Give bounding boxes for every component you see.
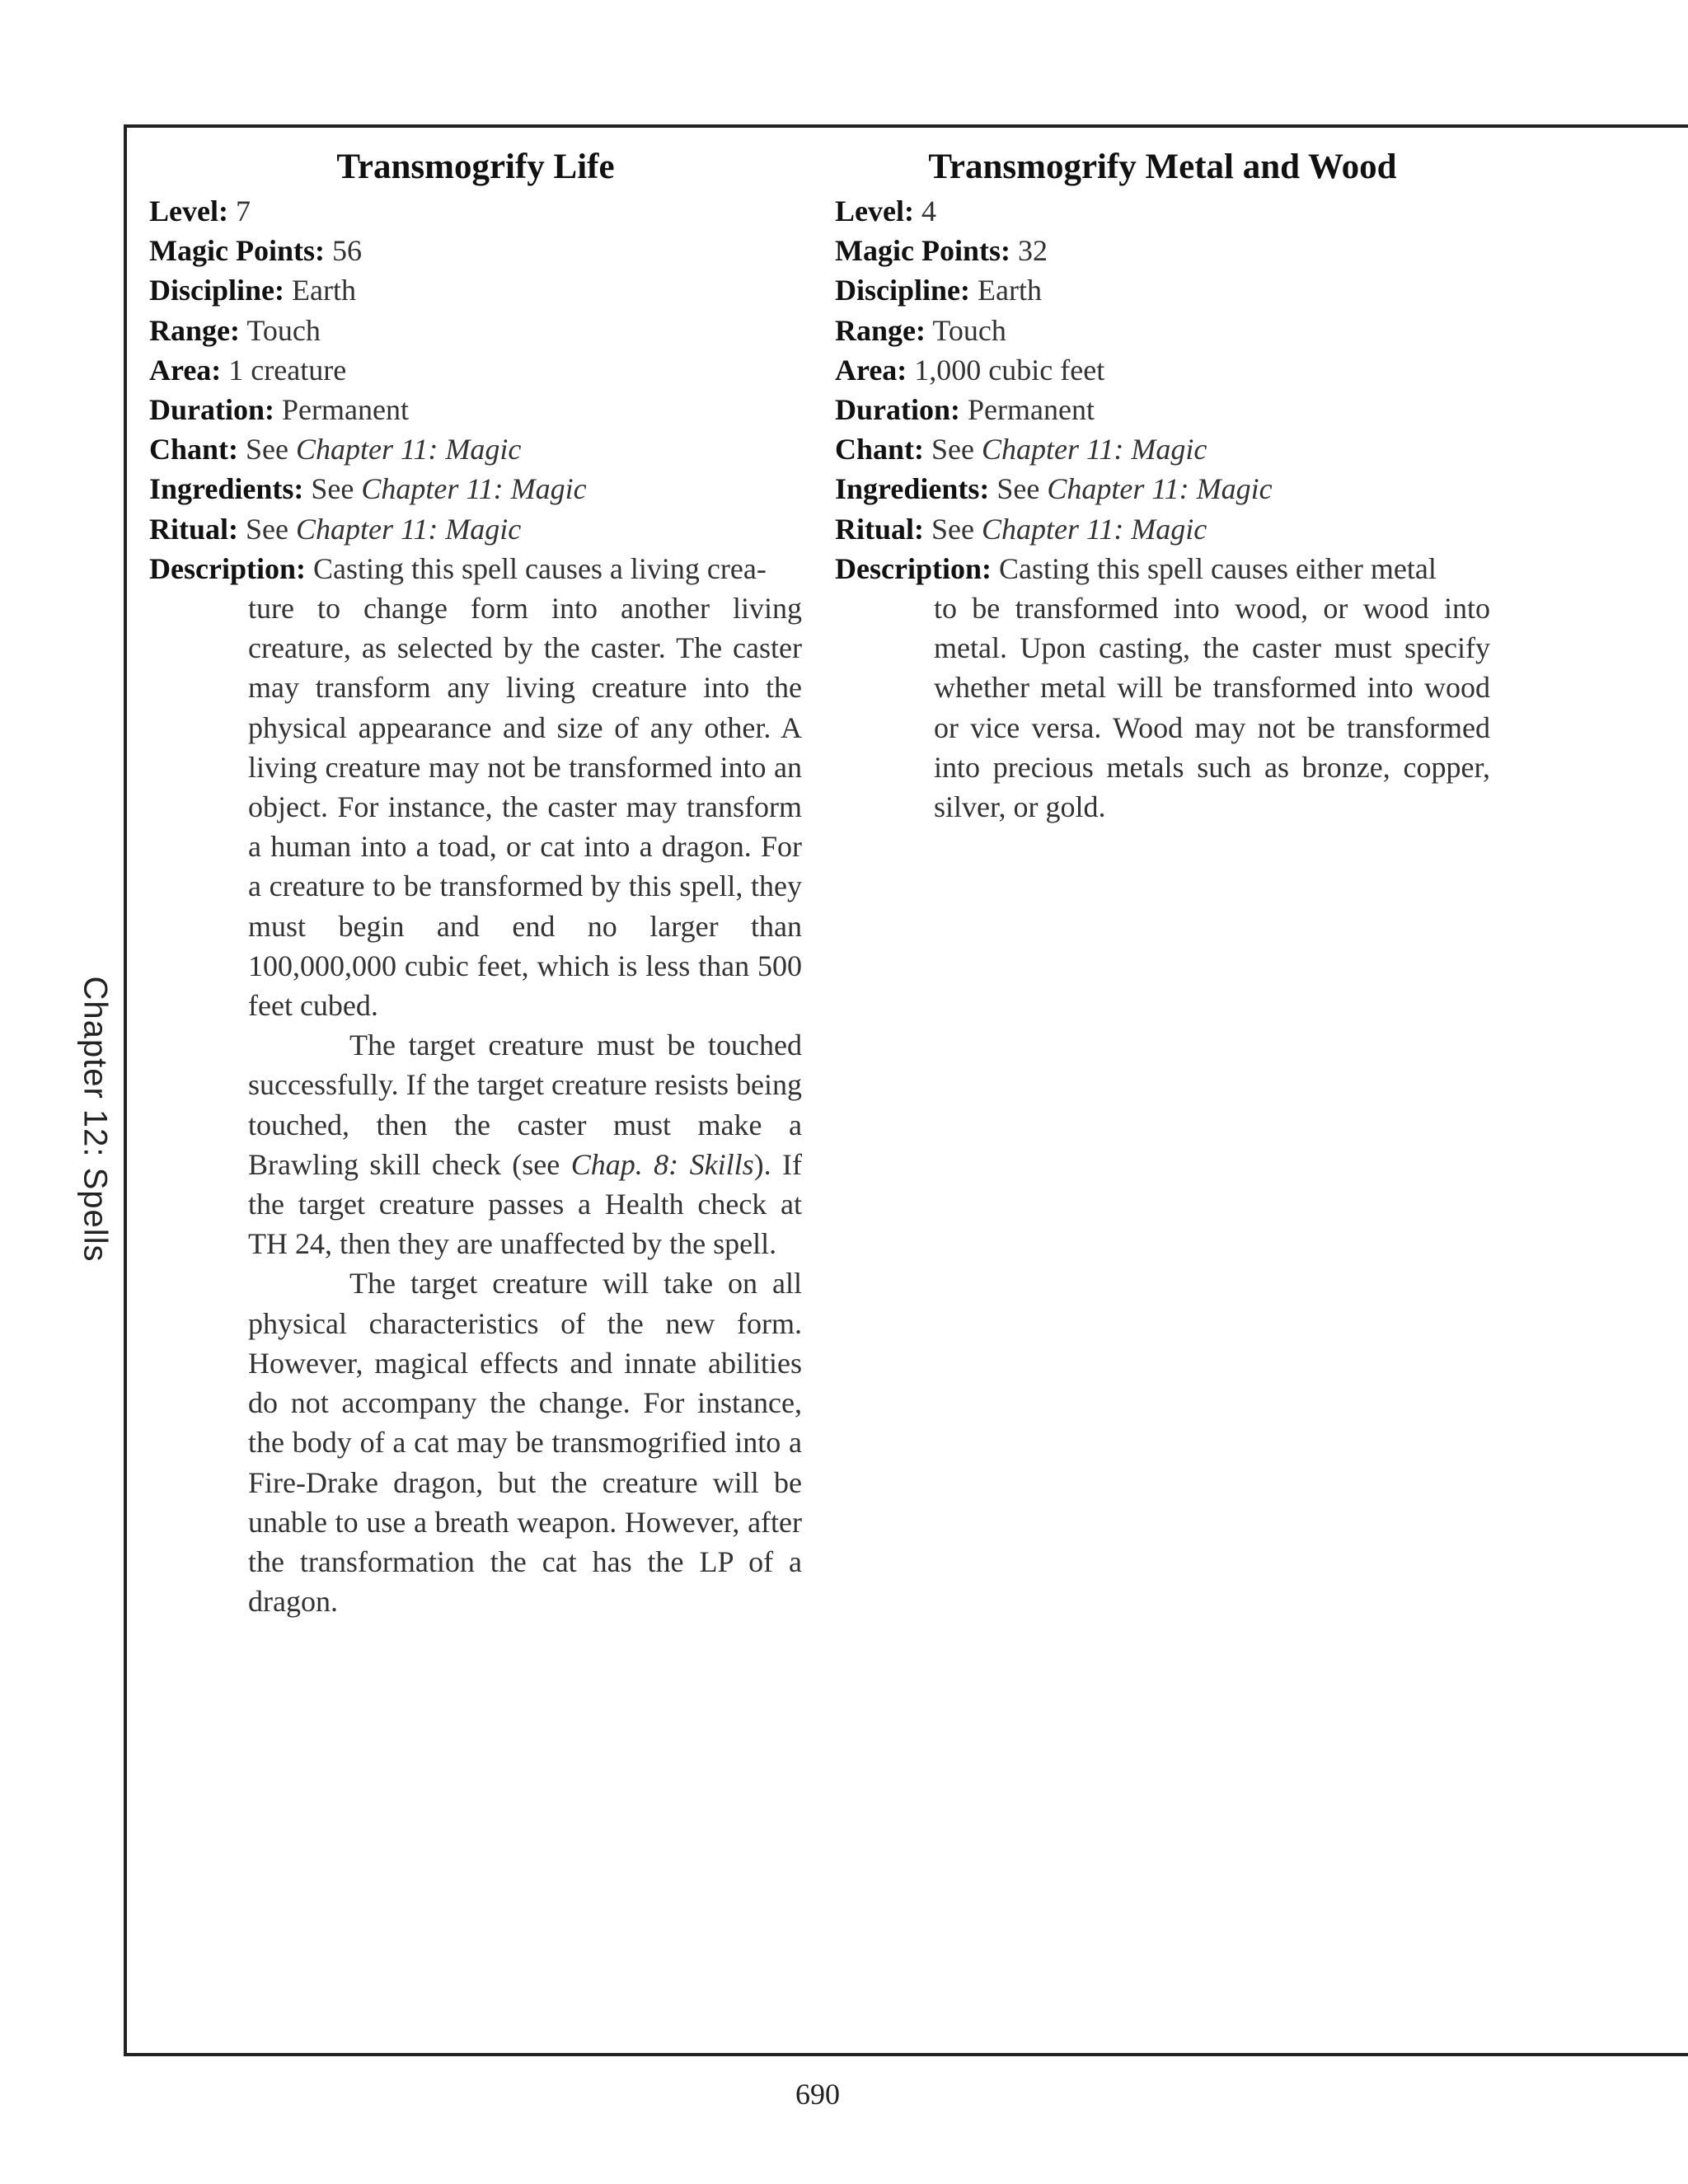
description-text: Casting this spell causes either metal — [998, 551, 1437, 585]
chapter-reference: Chapter 11: Magic — [295, 512, 522, 546]
stat-value: 1,000 cubic feet — [914, 353, 1105, 387]
description-paragraph — [248, 1025, 802, 1263]
page-number: 690 — [795, 2078, 840, 2111]
chapter-reference: Chap. 8: Skills — [570, 1147, 754, 1181]
stat-value: Permanent — [968, 393, 1095, 427]
description-text: The target creature must be touched successfully. If the target creature resists being touched, then the caster must make a Brawling skill check (see — [248, 1029, 802, 1181]
stat-chant — [835, 429, 1490, 469]
stat-chant — [149, 429, 802, 469]
stat-value: 4 — [921, 194, 936, 227]
page-frame-left-rule — [124, 124, 127, 2056]
stat-ingredients — [149, 469, 802, 509]
stat-label: Description: — [835, 551, 992, 585]
stat-label: Chant: — [835, 433, 925, 466]
spell-entry-transmogrify-life — [149, 144, 802, 1621]
chapter-side-label: Chapter 12: Spells — [77, 976, 114, 1263]
stat-label: Duration: — [835, 393, 960, 427]
stat-label: Discipline: — [835, 274, 971, 307]
description-paragraph: The target creature will take on all physical characteristics of the new form. However, magical effects and innate abilities do not accompany the change. For instance, the body of a cat may be transmogrified into a Fire-Drake dragon, but the creature will be unable to use a breath weapon. However, after the transformation the cat has the LP of a dragon. — [248, 1267, 802, 1619]
stat-area — [835, 350, 1490, 390]
stat-value: Earth — [978, 274, 1042, 307]
description-body — [248, 588, 802, 1621]
chapter-reference: Chapter 11: Magic — [982, 433, 1207, 466]
stat-label: Area: — [149, 353, 222, 387]
stat-label: Duration: — [149, 393, 274, 427]
page-frame-bottom-rule — [124, 2053, 1688, 2056]
stat-value: Permanent — [282, 393, 409, 427]
stat-value: 7 — [235, 194, 251, 227]
stat-label: Range: — [835, 313, 926, 347]
see-text: See — [931, 433, 975, 466]
stat-label: Magic Points: — [835, 234, 1010, 268]
stat-label: Description: — [149, 551, 306, 585]
chapter-reference: Chapter 11: Magic — [1047, 472, 1273, 506]
chapter-reference: Chapter 11: Magic — [981, 512, 1207, 546]
description-first-line — [149, 549, 802, 588]
description-body — [934, 588, 1490, 827]
stat-label: Level: — [835, 194, 914, 227]
stat-value: 1 creature — [228, 353, 347, 387]
stat-area — [149, 350, 802, 390]
description-first-line — [835, 549, 1490, 588]
chapter-reference: Chapter 11: Magic — [296, 433, 522, 466]
stat-label: Ingredients: — [835, 472, 990, 506]
stat-level — [149, 191, 802, 231]
stat-discipline — [835, 270, 1490, 310]
stat-ritual — [835, 509, 1490, 549]
see-text: See — [246, 512, 288, 546]
see-text: See — [996, 472, 1040, 506]
description-text: ). If the target creature passes a Health check at TH 24, then they are unaffected by the spell. — [248, 1147, 803, 1261]
stat-value: 32 — [1017, 234, 1048, 268]
stat-value: Touch — [932, 313, 1006, 347]
stat-value: Earth — [292, 274, 356, 307]
stat-label: Range: — [149, 313, 240, 347]
description-paragraph: to be transformed into wood, or wood into metal. Upon casting, the caster must specify whether metal will be transformed into wood or vice versa. Wood may not be transformed into precious metals such as bronze, copper, silver, or gold. — [934, 592, 1490, 824]
stat-value: Touch — [246, 313, 321, 347]
stat-label: Level: — [149, 194, 228, 227]
description-text: Casting this spell causes a living crea- — [312, 551, 767, 585]
stat-label: Discipline: — [149, 274, 285, 307]
stat-label: Ritual: — [835, 512, 924, 546]
spell-title: Transmogrify Life — [336, 148, 615, 186]
spell-title: Transmogrify Metal and Wood — [928, 148, 1397, 186]
spell-entry-transmogrify-metal-and-wood — [835, 144, 1490, 827]
see-text: See — [311, 472, 354, 506]
stat-level — [835, 191, 1490, 231]
stat-magic-points — [835, 231, 1490, 270]
see-text: See — [246, 433, 289, 466]
stat-label: Magic Points: — [149, 234, 325, 268]
stat-duration — [149, 390, 802, 429]
stat-ritual — [149, 509, 802, 549]
stat-label: Ritual: — [149, 512, 238, 546]
chapter-reference: Chapter 11: Magic — [361, 472, 587, 506]
stat-label: Area: — [835, 353, 907, 387]
stat-magic-points — [149, 231, 802, 270]
description-paragraph: ture to change form into another living creature, as selected by the caster. The caster may transform any living creature into the physical appearance and size of any other. A living creature may not be transformed into an object. For instance, the caster may transform a human into a toad, or cat into a dragon. For a creature to be transformed by this spell, they must begin and end no larger than 100,000,000 cubic feet, which is less than 500 feet cubed. — [248, 592, 802, 1023]
stat-value: 56 — [331, 234, 362, 268]
stat-discipline — [149, 270, 802, 310]
stat-duration — [835, 390, 1490, 429]
stat-ingredients — [835, 469, 1490, 509]
page-frame-top-rule — [124, 124, 1688, 128]
see-text: See — [931, 512, 974, 546]
stat-label: Ingredients: — [149, 472, 304, 506]
stat-label: Chant: — [149, 433, 239, 466]
stat-range — [835, 311, 1490, 350]
stat-range — [149, 311, 802, 350]
